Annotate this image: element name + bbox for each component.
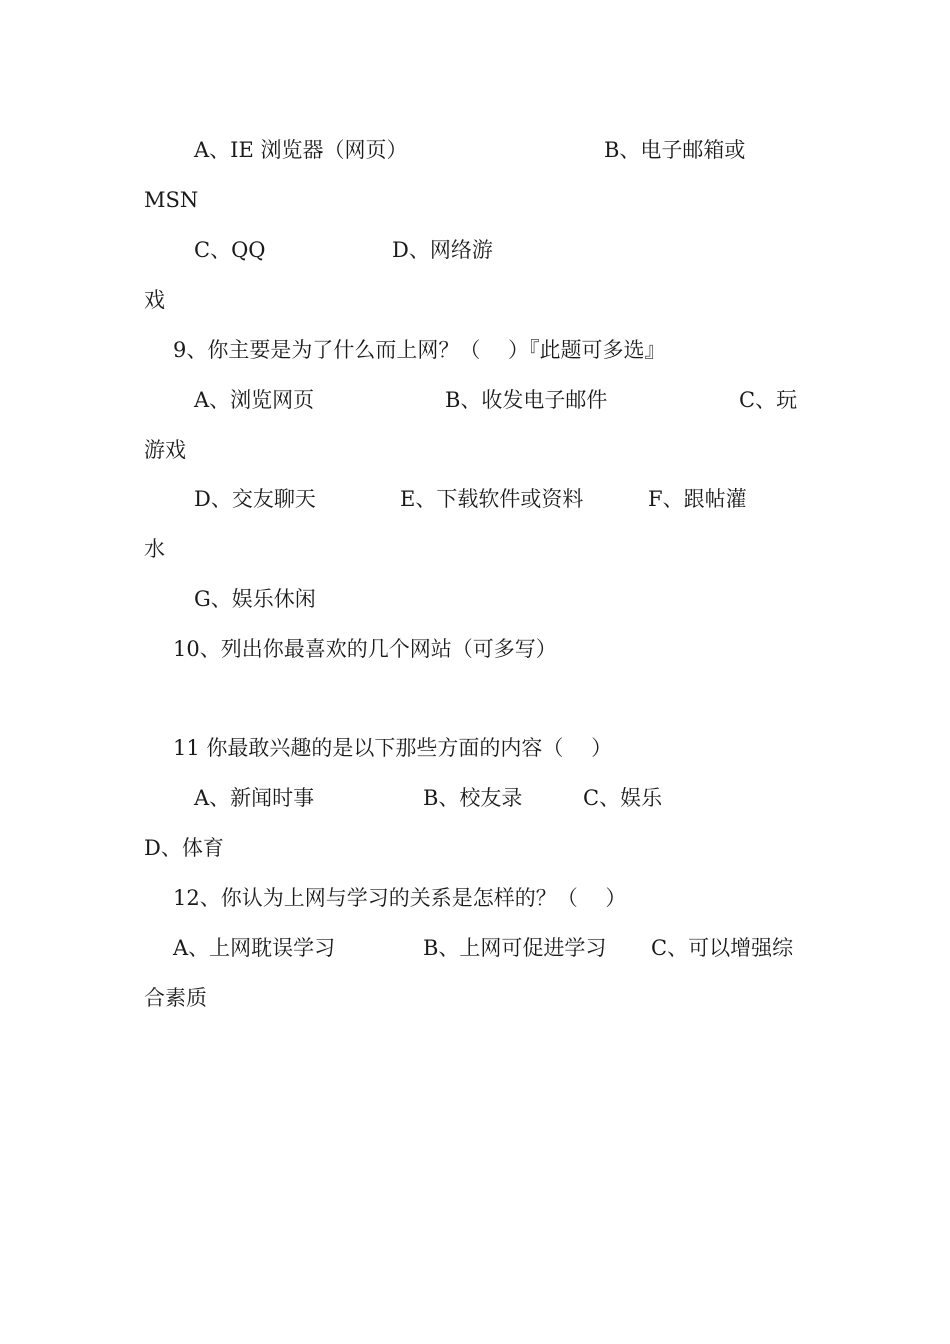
q12-option-a: A、上网耽误学习: [173, 936, 336, 960]
q12-option-c: C、可以增强综: [651, 936, 794, 960]
q12-question: 12、你认为上网与学习的关系是怎样的？（ ）: [173, 886, 627, 910]
q9-option-c-wrap: 游戏: [144, 438, 186, 462]
q11-option-b: B、校友录: [423, 786, 523, 810]
q8-option-b-wrap: MSN: [144, 188, 199, 212]
q9-option-f: F、跟帖灌: [648, 487, 747, 511]
q9-option-f-wrap: 水: [144, 537, 165, 561]
q11-question: 11 你最敢兴趣的是以下那些方面的内容（ ）: [173, 736, 613, 760]
q8-option-d-wrap: 戏: [144, 288, 165, 312]
q12-option-b: B、上网可促进学习: [423, 936, 607, 960]
q8-option-c: C、QQ: [194, 238, 266, 262]
q11-option-c: C、娱乐: [583, 786, 663, 810]
q11-option-d: D、体育: [144, 836, 224, 860]
q9-option-d: D、交友聊天: [194, 487, 316, 511]
q9-option-b: B、收发电子邮件: [445, 388, 608, 412]
q8-option-b: B、电子邮箱或: [604, 138, 746, 162]
q9-option-g: G、娱乐休闲: [194, 587, 316, 611]
q8-option-a: A、IE 浏览器（网页）: [194, 138, 408, 162]
q9-question: 9、你主要是为了什么而上网？（ ）『此题可多选』: [173, 338, 666, 362]
q10-question: 10、列出你最喜欢的几个网站（可多写）: [173, 637, 557, 661]
q11-option-a: A、新闻时事: [194, 786, 315, 810]
q8-option-d: D、网络游: [392, 238, 493, 262]
q9-option-e: E、下载软件或资料: [400, 487, 584, 511]
q9-option-a: A、浏览网页: [194, 388, 315, 412]
q12-option-c-wrap: 合素质: [144, 986, 207, 1010]
q9-option-c: C、玩: [739, 388, 798, 412]
